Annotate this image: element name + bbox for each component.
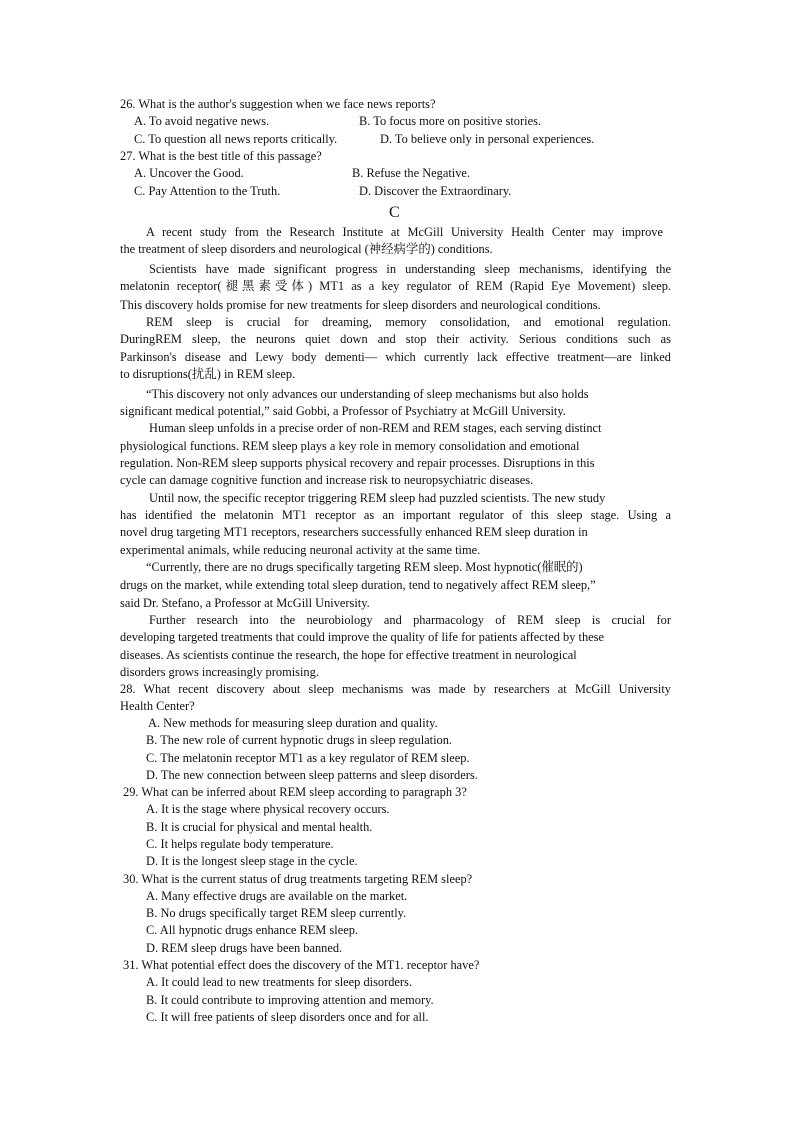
passage-p8-line-4: disorders grows increasingly promising. (120, 665, 319, 679)
passage-p5-line-2: physiological functions. REM sleep plays a key role in memory consolidation and emotional (120, 439, 580, 453)
passage-p4-line-2: significant medical potential,” said Gobbi, a Professor of Psychiatry at McGill University. (120, 404, 566, 418)
question-31-option-b: B. It could contribute to improving attention and memory. (146, 993, 434, 1007)
question-26-option-c: C. To question all news reports critically. (134, 132, 338, 146)
passage-p2-line-3: This discovery holds promise for new treatments for sleep disorders and neurological conditions. (120, 298, 601, 312)
question-28-option-c: C. The melatonin receptor MT1 as a key regulator of REM sleep. (146, 751, 470, 765)
passage-p5-line-4: cycle can damage cognitive function and increase risk to neuropsychiatric diseases. (120, 473, 534, 487)
question-31-option-a: A. It could lead to new treatments for sleep disorders. (146, 975, 412, 989)
question-26-option-d: D. To believe only in personal experiences. (380, 132, 595, 146)
passage-p3-line-2: DuringREM sleep, the neurons quiet down and stop their activity. Serious conditions such as (120, 332, 671, 346)
passage-p3-line-4: to disruptions(扰乱) in REM sleep. (120, 367, 296, 381)
passage-p2-line-2: melatonin receptor(褪黑素受体) MT1 as a key regulator of REM (Rapid Eye Movement) sleep. (120, 279, 671, 293)
question-27-stem: 27. What is the best title of this passage? (120, 149, 322, 163)
passage-p4-line-1: “This discovery not only advances our understanding of sleep mechanisms but also holds (146, 387, 589, 401)
passage-p5-line-1: Human sleep unfolds in a precise order of non-REM and REM stages, each serving distinct (149, 421, 602, 435)
question-31-option-c: C. It will free patients of sleep disorders once and for all. (146, 1010, 429, 1024)
question-30-option-c: C. All hypnotic drugs enhance REM sleep. (146, 923, 358, 937)
passage-p5-line-3: regulation. Non-REM sleep supports physical recovery and repair processes. Disruptions in this (120, 456, 595, 470)
passage-p8-line-2: developing targeted treatments that could improve the quality of life for patients affected by these (120, 630, 604, 644)
question-30-option-d: D. REM sleep drugs have been banned. (146, 941, 343, 955)
question-27-option-d: D. Discover the Extraordinary. (359, 184, 512, 198)
question-28-option-a: A. New methods for measuring sleep duration and quality. (148, 716, 438, 730)
passage-p6-line-3: novel drug targeting MT1 receptors, researchers successfully enhanced REM sleep duration in (120, 525, 588, 539)
question-29-option-d: D. It is the longest sleep stage in the cycle. (146, 854, 358, 868)
question-27-option-c: C. Pay Attention to the Truth. (134, 184, 281, 198)
passage-p3-line-3: Parkinson's disease and Lewy body dementi— which currently lack effective treatment—are linked (120, 350, 671, 364)
passage-p7-line-2: drugs on the market, while extending total sleep duration, tend to negatively affect REM sleep,” (120, 578, 596, 592)
section-heading-c: C (389, 204, 400, 221)
passage-p1-line-1: A recent study from the Research Institute at McGill University Health Center may improve (146, 225, 663, 239)
question-28-option-b: B. The new role of current hypnotic drugs in sleep regulation. (146, 733, 453, 747)
question-28-option-d: D. The new connection between sleep patterns and sleep disorders. (146, 768, 478, 782)
question-27-option-b: B. Refuse the Negative. (352, 166, 471, 180)
question-26-stem: 26. What is the author's suggestion when we face news reports? (120, 97, 436, 111)
question-28-stem-line-1: 28. What recent discovery about sleep mechanisms was made by researchers at McGill University (120, 682, 671, 696)
question-27-option-a: A. Uncover the Good. (134, 166, 244, 180)
question-31-stem: 31. What potential effect does the discovery of the MT1. receptor have? (123, 958, 480, 972)
question-30-option-b: B. No drugs specifically target REM sleep currently. (146, 906, 407, 920)
question-28-stem-line-2: Health Center? (120, 699, 195, 713)
passage-p3-line-1: REM sleep is crucial for dreaming, memory consolidation, and emotional regulation. (146, 315, 671, 329)
passage-p6-line-1: Until now, the specific receptor triggering REM sleep had puzzled scientists. The new study (149, 491, 606, 505)
passage-p7-line-1: “Currently, there are no drugs specifically targeting REM sleep. Most hypnotic(催眠的) (146, 560, 583, 574)
passage-p8-line-1: Further research into the neurobiology and pharmacology of REM sleep is crucial for (149, 613, 671, 627)
passage-p7-line-3: said Dr. Stefano, a Professor at McGill University. (120, 596, 370, 610)
passage-p2-line-1: Scientists have made significant progress in understanding sleep mechanisms, identifying the (149, 262, 671, 276)
question-29-option-b: B. It is crucial for physical and mental health. (146, 820, 373, 834)
question-29-option-a: A. It is the stage where physical recovery occurs. (146, 802, 390, 816)
passage-p6-line-4: experimental animals, while reducing neuronal activity at the same time. (120, 543, 481, 557)
question-30-option-a: A. Many effective drugs are available on the market. (146, 889, 408, 903)
passage-p8-line-3: diseases. As scientists continue the research, the hope for effective treatment in neurological (120, 648, 577, 662)
passage-p1-line-2: the treatment of sleep disorders and neurological (神经病学的) conditions. (120, 242, 493, 256)
question-26-option-b: B. To focus more on positive stories. (359, 114, 541, 128)
passage-p6-line-2: has identified the melatonin MT1 receptor as an important regulator of this sleep stage. Using a (120, 508, 671, 522)
question-26-option-a: A. To avoid negative news. (134, 114, 270, 128)
question-30-stem: 30. What is the current status of drug treatments targeting REM sleep? (123, 872, 473, 886)
question-29-stem: 29. What can be inferred about REM sleep according to paragraph 3? (123, 785, 467, 799)
question-29-option-c: C. It helps regulate body temperature. (146, 837, 334, 851)
